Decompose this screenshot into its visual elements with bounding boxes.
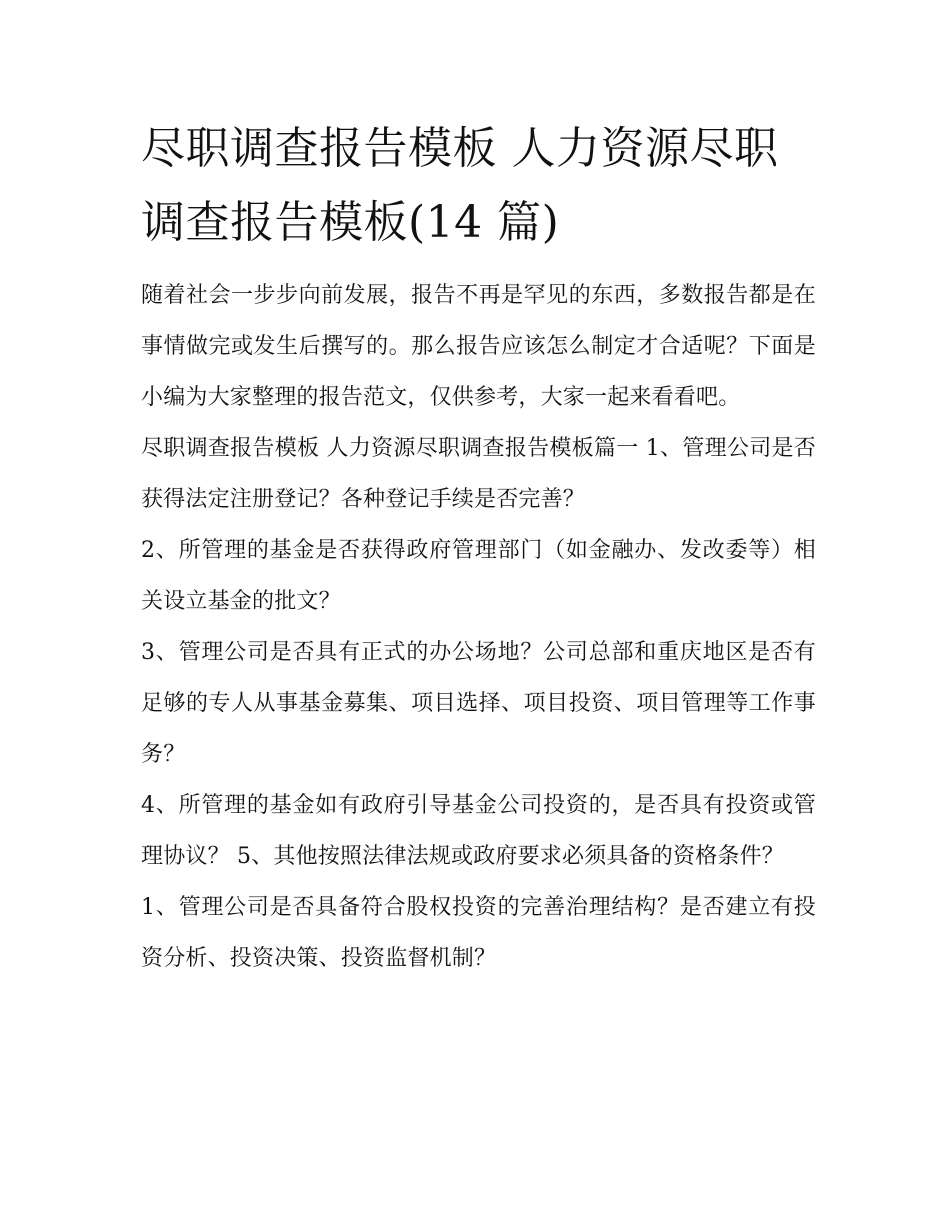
- paragraph-section-1: 尽职调查报告模板 人力资源尽职调查报告模板篇一 1、管理公司是否获得法定注册登记？各种登记手续是否完善？: [141, 436, 816, 512]
- document-title: 尽职调查报告模板 人力资源尽职调查报告模板(14 篇): [141, 123, 779, 248]
- document-body: [141, 112, 816, 984]
- paragraph-item-1-governance: 1、管理公司是否具备符合股权投资的完善治理结构？是否建立有投资分析、投资决策、投资监督机制？: [141, 895, 816, 971]
- paragraph-intro: 随着社会一步步向前发展，报告不再是罕见的东西，多数报告都是在事情做完或发生后撰写的。那么报告应该怎么制定才合适呢？下面是小编为大家整理的报告范文，仅供参考，大家一起来看看吧。: [141, 283, 816, 410]
- paragraph-item-4-5: 4、所管理的基金如有政府引导基金公司投资的，是否具有投资或管理协议？ 5、其他按照法律法规或政府要求必须具备的资格条件？: [141, 793, 816, 869]
- paragraph-item-3: 3、管理公司是否具有正式的办公场地？公司总部和重庆地区是否有足够的专人从事基金募集、项目选择、项目投资、项目管理等工作事务？: [141, 640, 816, 767]
- paragraph-item-2: 2、所管理的基金是否获得政府管理部门（如金融办、发改委等）相关设立基金的批文？: [141, 538, 816, 614]
